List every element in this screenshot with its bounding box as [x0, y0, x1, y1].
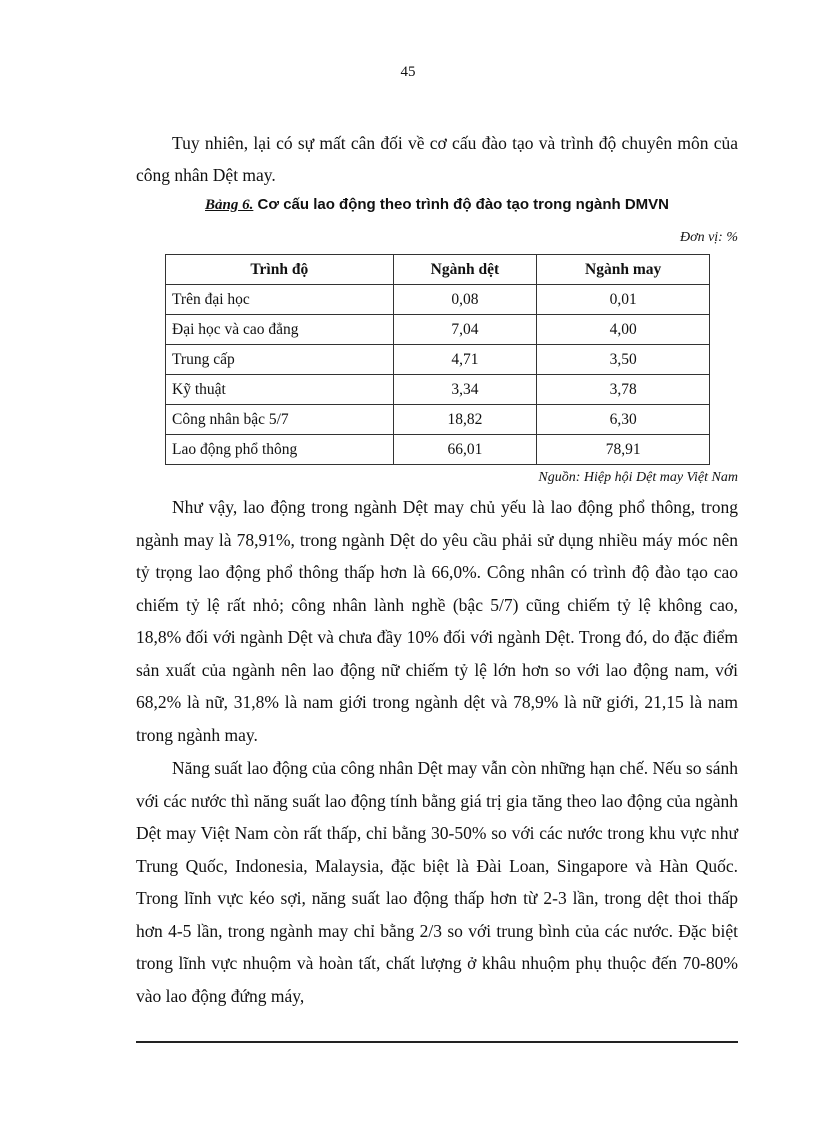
row-garment-value: 3,50 [537, 345, 710, 375]
data-table [165, 254, 710, 465]
intro-paragraph: Tuy nhiên, lại có sự mất cân đối về cơ cấu đào tạo và trình độ chuyên môn của công nhân Dệt may. [136, 133, 738, 185]
body-paragraph-3: Năng suất lao động của công nhân Dệt may vẫn còn những hạn chế. Nếu so sánh với các nước thì năng suất lao động tính bằng giá trị gia tăng theo lao động của ngành Dệt may Việt Nam còn rất thấp, chỉ bằng 30-50% so với các nước trong khu vực như Trung Quốc, Indonesia, Malaysia, đặc biệt là Đài Loan, Singapore và Hàn Quốc. Trong lĩnh vực kéo sợi, năng suất lao động thấp hơn từ 2-3 lần, trong dệt thoi thấp hơn 4-5 lần, trong ngành may chỉ bằng 2/3 so với trung bình của các nước. Đặc biệt trong lĩnh vực nhuộm và hoàn tất, chất lượng ở khâu nhuộm phụ thuộc đến 70-80% vào lao động đứng máy, [136, 758, 738, 1006]
table-caption-label: Bảng 6. [205, 197, 254, 213]
row-level: Công nhân bậc 5/7 [166, 405, 394, 435]
table-row [166, 345, 710, 375]
table-row [166, 315, 710, 345]
row-textile-value: 0,08 [393, 285, 537, 315]
row-textile-value: 18,82 [393, 405, 537, 435]
table-caption [136, 196, 738, 214]
row-level: Trung cấp [166, 345, 394, 375]
row-level: Kỹ thuật [166, 375, 394, 405]
row-level: Lao động phổ thông [166, 435, 394, 465]
table-unit: Đơn vị: % [679, 230, 738, 245]
table-row [166, 375, 710, 405]
body-paragraph-2: Như vậy, lao động trong ngành Dệt may chủ yếu là lao động phổ thông, trong ngành may là 78,91%, trong ngành Dệt do yêu cầu phải sử dụng nhiều máy móc nên tỷ trọng lao động phổ thông thấp hơn là 66,0%. Công nhân có trình độ đào tạo cao chiếm tỷ lệ rất nhỏ; công nhân lành nghề (bậc 5/7) cũng chiếm tỷ lệ không cao, 18,8% đối với ngành Dệt và chưa đầy 10% đối với ngành Dệt. Trong đó, do đặc điểm sản xuất của ngành nên lao động nữ chiếm tỷ lệ lớn hơn so với lao động nam, với 68,2% là nữ, 31,8% là nam giới trong ngành dệt và 78,9% là nữ giới, 21,15 là nam trong ngành may. [136, 497, 738, 745]
page-number: 45 [400, 64, 416, 80]
table-row [166, 435, 710, 465]
row-textile-value: 4,71 [393, 345, 537, 375]
table-header-row [166, 255, 710, 285]
header-textile: Ngành dệt [393, 255, 537, 285]
row-garment-value: 3,78 [537, 375, 710, 405]
header-garment: Ngành may [537, 255, 710, 285]
row-textile-value: 7,04 [393, 315, 537, 345]
table-caption-title: Cơ cấu lao động theo trình độ đào tạo trong ngành DMVN [253, 196, 669, 213]
row-garment-value: 0,01 [537, 285, 710, 315]
row-level: Đại học và cao đẳng [166, 315, 394, 345]
row-level: Trên đại học [166, 285, 394, 315]
row-garment-value: 6,30 [537, 405, 710, 435]
row-garment-value: 4,00 [537, 315, 710, 345]
row-textile-value: 66,01 [393, 435, 537, 465]
row-textile-value: 3,34 [393, 375, 537, 405]
table-row [166, 285, 710, 315]
row-garment-value: 78,91 [537, 435, 710, 465]
table-row [166, 405, 710, 435]
table-source: Nguồn: Hiệp hội Dệt may Việt Nam [538, 470, 738, 485]
footer-rule [136, 1041, 738, 1043]
header-level: Trình độ [166, 255, 394, 285]
